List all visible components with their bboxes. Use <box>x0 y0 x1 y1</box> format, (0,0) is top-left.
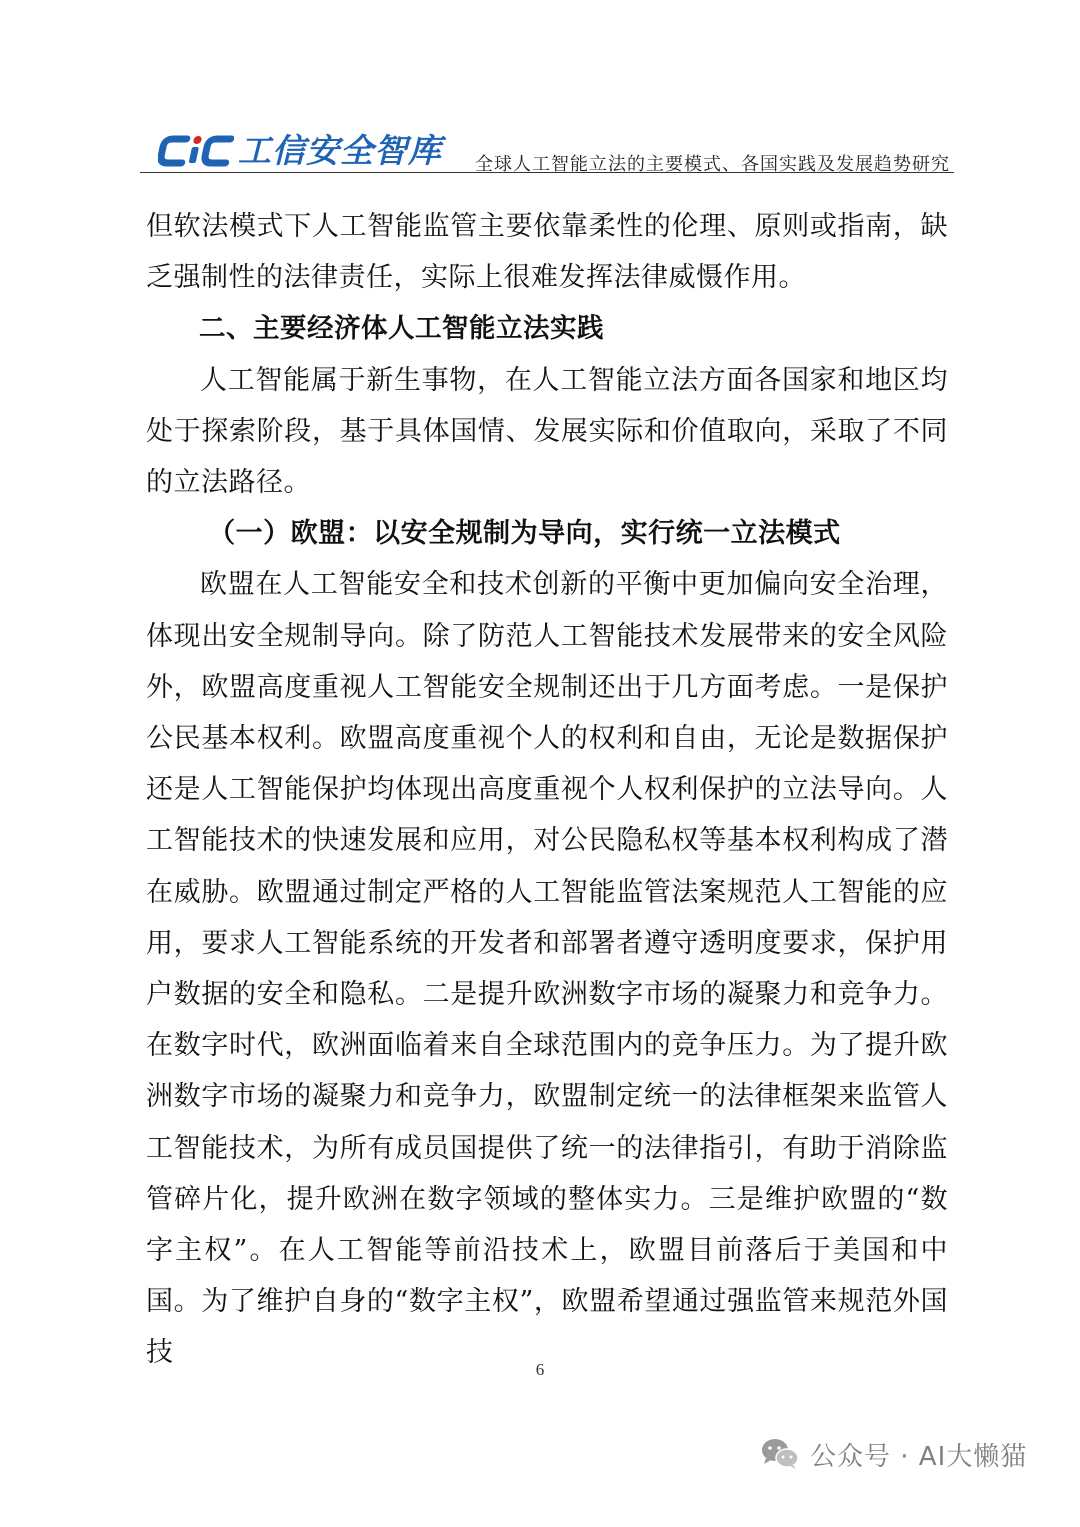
logo-text: 工信安全智库 <box>238 131 442 170</box>
section-heading: 二、主要经济体人工智能立法实践 <box>199 313 604 345</box>
document-body <box>146 201 948 1379</box>
paragraph-continuation: 但软法模式下人工智能监管主要依靠柔性的伦理、原则或指南，缺乏强制性的法律责任，实际上很难发挥法律威慑作用。 <box>146 211 948 294</box>
paragraph: 人工智能属于新生事物，在人工智能立法方面各国家和地区均处于探索阶段，基于具体国情、发展实际和价值取向，采取了不同的立法路径。 <box>146 364 948 499</box>
subsection-heading: （一）欧盟：以安全规制为导向，实行统一立法模式 <box>208 518 841 550</box>
header-divider <box>140 172 954 173</box>
watermark <box>760 1432 1027 1476</box>
page-number: 6 <box>535 1360 545 1379</box>
paragraph: 欧盟在人工智能安全和技术创新的平衡中更加偏向安全治理，体现出安全规制导向。除了防范人工智能技术发展带来的安全风险外，欧盟高度重视人工智能安全规制还出于几方面考虑。一是保护公民基本权利。欧盟高度重视个人的权利和自由，无论是数据保护还是人工智能保护均体现出高度重视个人权利保护的立法导向。人工智能技术的快速发展和应用，对公民隐私权等基本权利构成了潜在威胁。欧盟通过制定严格的人工智能监管法案规范人工智能的应用，要求人工智能系统的开发者和部署者遵守透明度要求，保护用户数据的安全和隐私。二是提升欧洲数字市场的凝聚力和竞争力。在数字时代，欧洲面临着来自全球范围内的竞争压力。为了提升欧洲数字市场的凝聚力和竞争力，欧盟制定统一的法律框架来监管人工智能技术，为所有成员国提供了统一的法律指引，有助于消除监管碎片化，提升欧洲在数字领域的整体实力。三是维护欧盟的“数字主权”。在人工智能等前沿技术上，欧盟目前落后于美国和中国。为了维护自身的“数字主权”，欧盟希望通过强监管来规范外国技 <box>146 569 948 1369</box>
cic-logo-icon <box>158 133 234 169</box>
document-title: 全球人工智能立法的主要模式、各国实践及发展趋势研究 <box>475 154 950 175</box>
page-header <box>140 128 954 174</box>
logo <box>158 130 442 172</box>
watermark-text: 公众号 · AI大懒猫 <box>810 1441 1028 1472</box>
wechat-icon <box>760 1437 800 1471</box>
